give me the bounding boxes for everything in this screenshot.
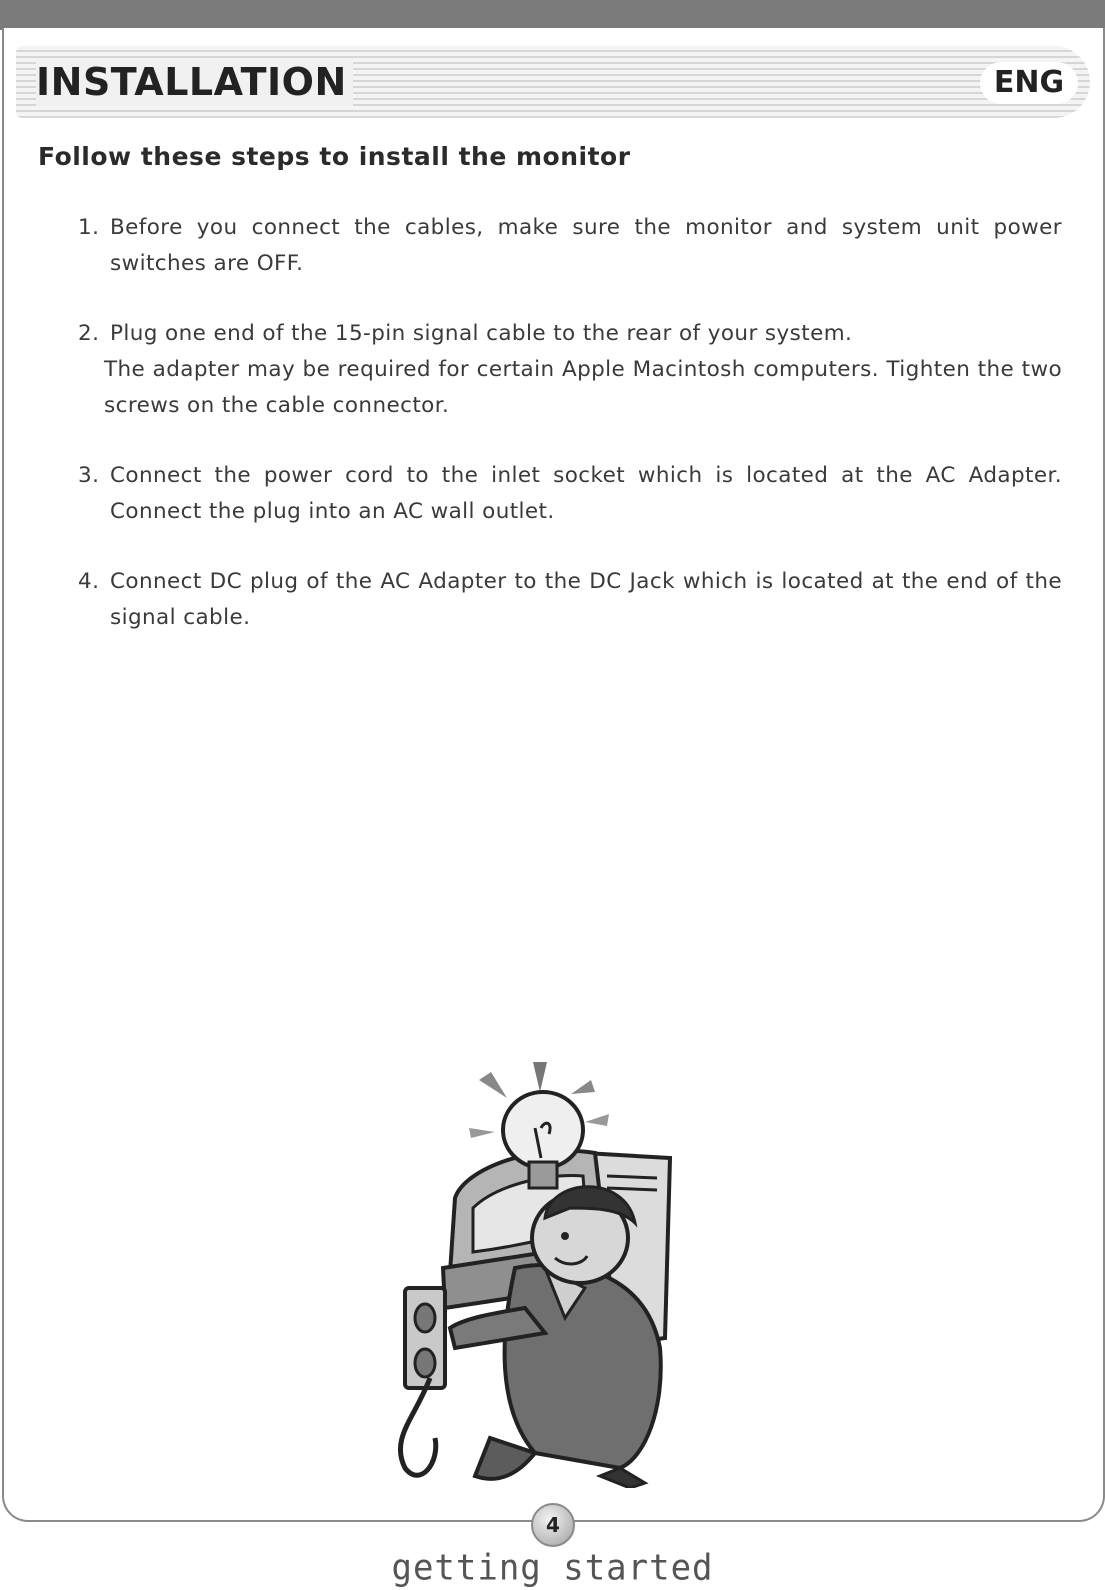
- step-text: Connect DC plug of the AC Adapter to the DC Jack which is located at the end of the signal cable.: [110, 569, 1062, 630]
- step-text: Plug one end of the 15-pin signal cable to the rear of your system.: [110, 321, 853, 346]
- language-badge: ENG: [980, 62, 1078, 104]
- step-number: 4.: [78, 569, 100, 594]
- step-number: 3.: [78, 463, 100, 488]
- installation-steps: [78, 210, 1062, 670]
- step-2: [78, 316, 1062, 424]
- section-caption: getting started: [391, 1547, 714, 1589]
- installer-illustration: [395, 1058, 695, 1488]
- top-band: [0, 0, 1105, 30]
- page-title: INSTALLATION: [36, 58, 353, 106]
- light-ray: [571, 1080, 595, 1094]
- section-subtitle: Follow these steps to install the monitor: [38, 142, 631, 171]
- step-1: [78, 210, 1062, 282]
- step-text: Connect the power cord to the inlet socket which is located at the AC Adapter. Connect the plug into an AC wall outlet.: [110, 463, 1062, 524]
- page-number-badge: 4: [531, 1503, 575, 1547]
- step-4: [78, 564, 1062, 636]
- step-text: Before you connect the cables, make sure the monitor and system unit power switches are OFF.: [110, 215, 1062, 276]
- light-ray: [585, 1114, 609, 1126]
- light-ray: [479, 1072, 507, 1098]
- power-cord: [400, 1378, 435, 1475]
- light-ray: [469, 1128, 495, 1138]
- light-bulb: [503, 1092, 583, 1168]
- light-ray: [533, 1062, 547, 1092]
- step-number: 1.: [78, 215, 100, 240]
- step-note: The adapter may be required for certain Apple Macintosh computers. Tighten the two screws on the cable connector.: [104, 357, 1062, 418]
- step-3: [78, 458, 1062, 530]
- step-number: 2.: [78, 321, 100, 346]
- header-bar: [16, 46, 1090, 118]
